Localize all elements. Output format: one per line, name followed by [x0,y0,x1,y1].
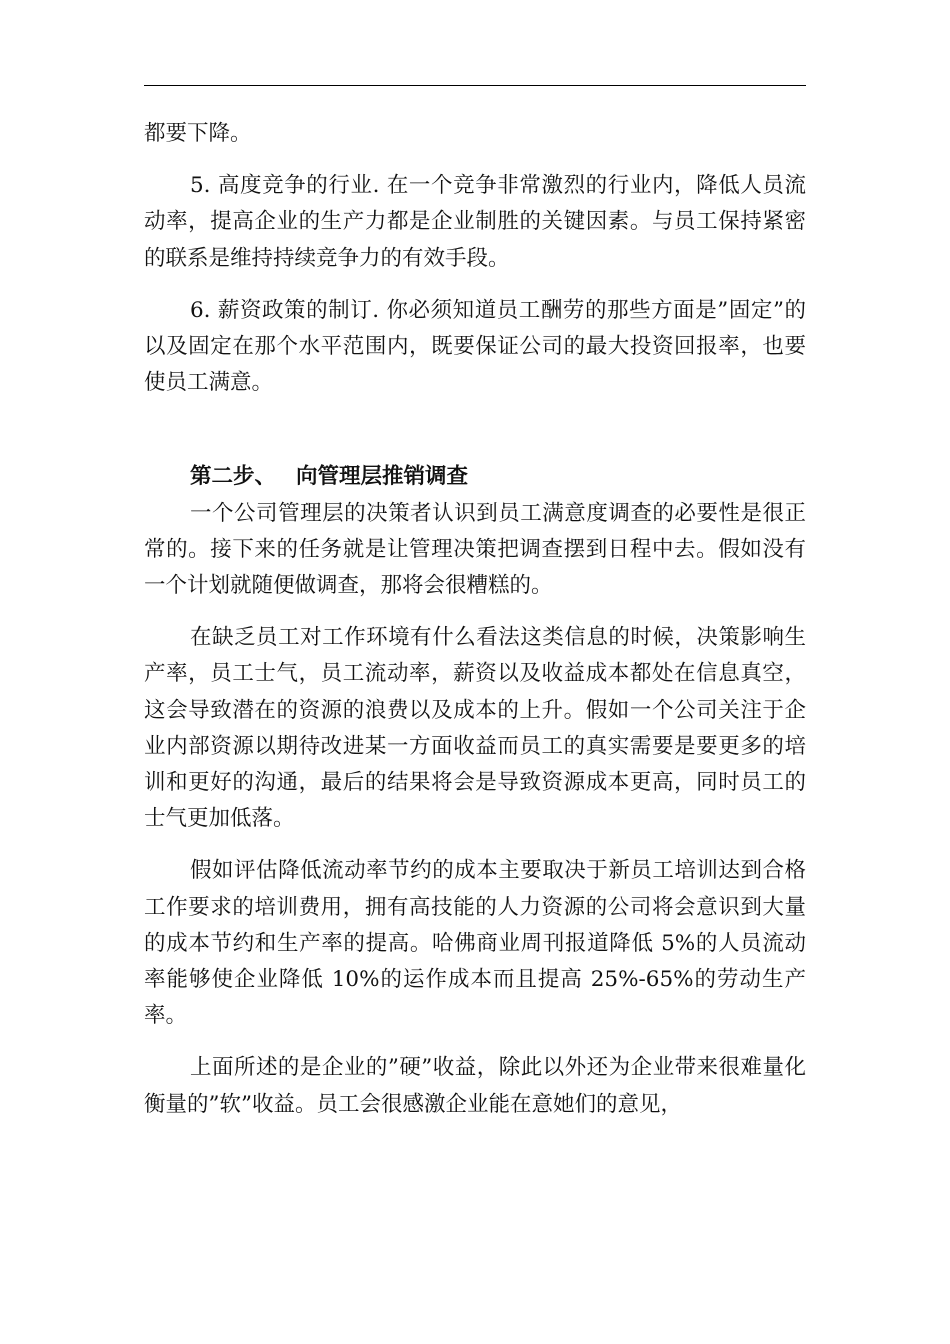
section-heading [144,459,806,495]
paragraph-continuation: 都要下降。 [144,121,252,146]
section-heading-step: 第二步、 [190,464,277,490]
paragraph: 上面所述的是企业的”硬”收益，除此以外还为企业带来很难量化衡量的”软”收益。员工会很感激企业能在意她们的意见， [144,1055,806,1117]
paragraph-item-5: 5. 高度竞争的行业. 在一个竞争非常激烈的行业内，降低人员流动率，提高企业的生产力都是企业制胜的关键因素。与员工保持紧密的联系是维持持续竞争力的有效手段。 [144,173,806,271]
header-rule [144,85,806,86]
document-page [144,116,806,1123]
section-heading-title: 向管理层推销调查 [296,464,469,490]
paragraph: 一个公司管理层的决策者认识到员工满意度调查的必要性是很正常的。接下来的任务就是让管理决策把调查摆到日程中去。假如没有一个计划就随便做调查，那将会很糟糕的。 [144,500,806,599]
paragraph-item-6: 6. 薪资政策的制订. 你必须知道员工酬劳的那些方面是”固定”的以及固定在那个水平范围内，既要保证公司的最大投资回报率，也要使员工满意。 [144,297,806,396]
paragraph: 在缺乏员工对工作环境有什么看法这类信息的时候，决策影响生产率，员工士气，员工流动率，薪资以及收益成本都处在信息真空，这会导致潜在的资源的浪费以及成本的上升。假如一个公司关注于企业内部资源以期待改进某一方面收益而员工的真实需要是要更多的培训和更好的沟通，最后的结果将会是导致资源成本更高，同时员工的士气更加低落。 [144,625,806,832]
paragraph: 假如评估降低流动率节约的成本主要取决于新员工培训达到合格工作要求的培训费用，拥有高技能的人力资源的公司将会意识到大量的成本节约和生产率的提高。哈佛商业周刊报道降低 5%的人员流动率能够使企业降低 10%的运作成本而且提高 25%-65%的劳动生产率。 [144,858,806,1029]
